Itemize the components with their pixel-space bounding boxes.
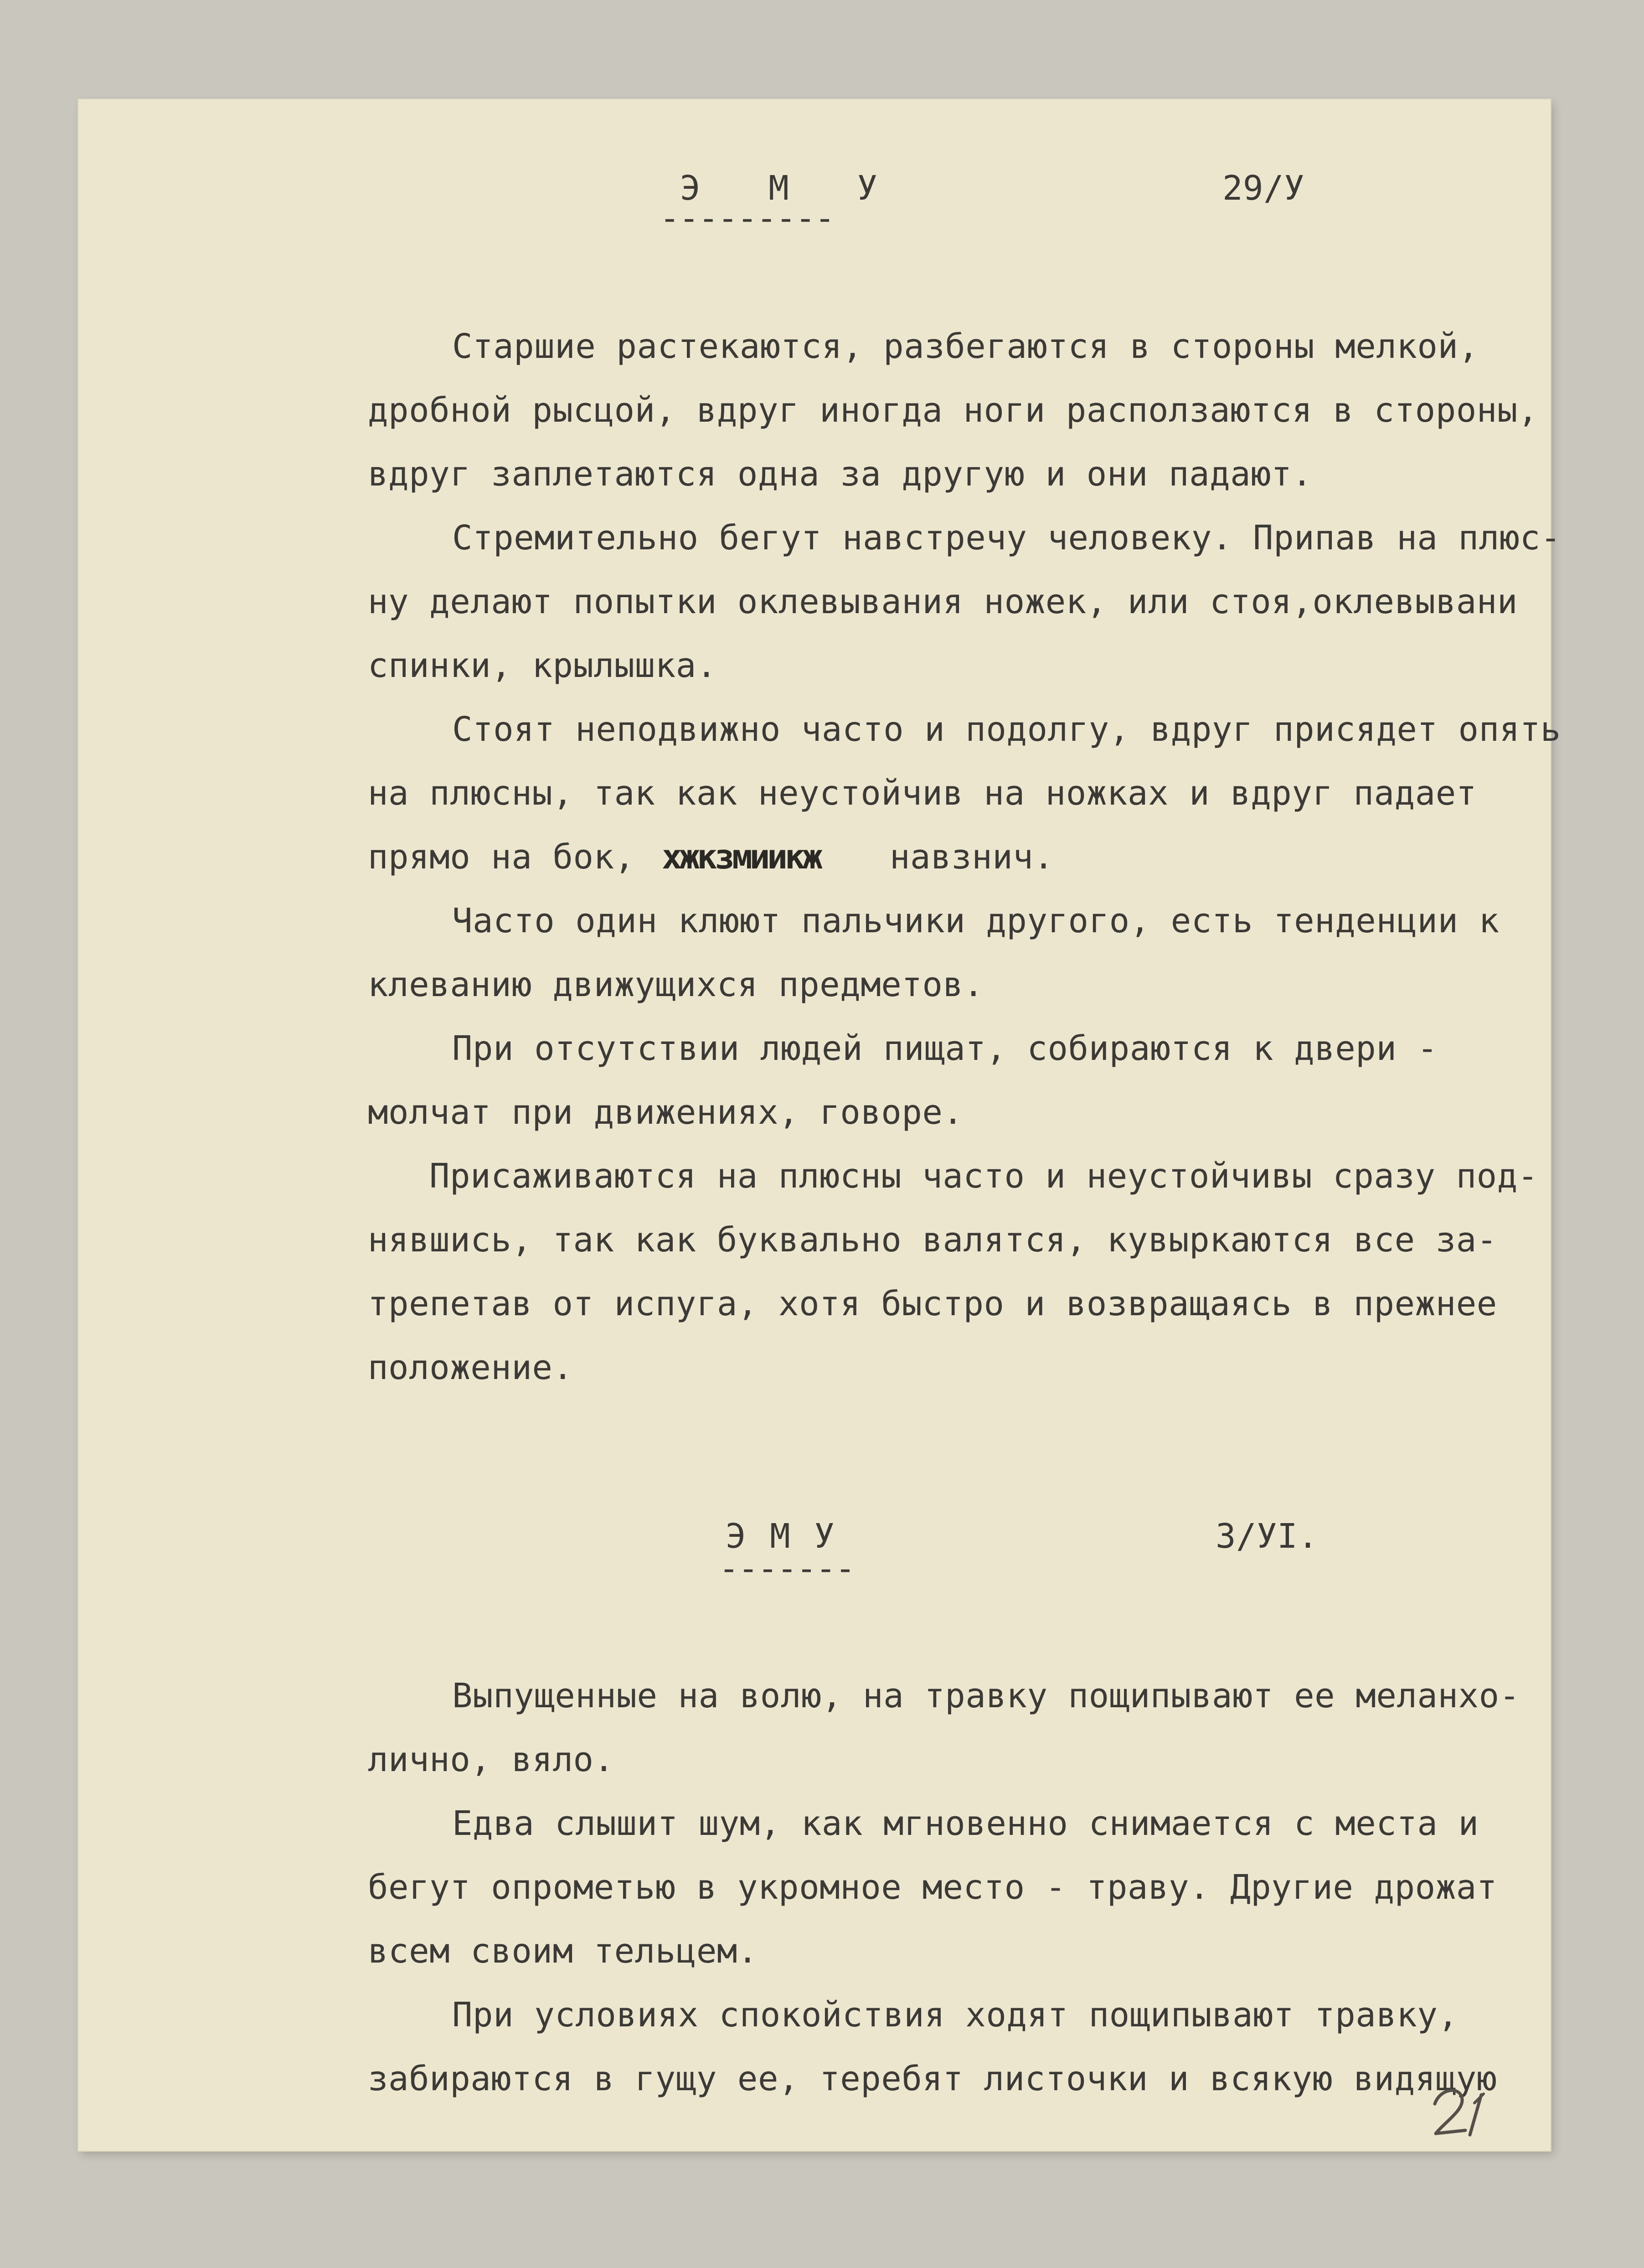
text-line: молчат при движениях, говоре. (368, 1093, 964, 1132)
document-page (78, 99, 1561, 2151)
struck-out-text: хжкзмиикж (662, 837, 820, 877)
handwritten-folio-number (1427, 2072, 1509, 2140)
entry-heading: Э М У (726, 1517, 836, 1556)
text-line: на плюсны, так как неустойчив на ножках и вдруг падает (368, 774, 1477, 813)
text-line: положение. (368, 1348, 573, 1387)
text-line: клеванию движущихся предметов. (368, 965, 984, 1004)
text-line: Выпущенные на волю, на травку пощипывают ее меланхо- (452, 1676, 1520, 1715)
text-line: Стоят неподвижно часто и подолгу, вдруг присядет опять (452, 710, 1561, 749)
heading-underline: ------- (719, 1549, 855, 1588)
text-line: трепетав от испуга, хотя быстро и возвращаясь в прежнее (368, 1284, 1497, 1323)
text-line: Едва слышит шум, как мгновенно снимается с места и (452, 1804, 1479, 1843)
heading-underline: --------- (660, 199, 834, 238)
text-line: При условиях спокойствия ходят пощипывают травку, (452, 1995, 1458, 2035)
entry-heading: Э М У (680, 169, 879, 208)
entry-date: 3/УI. (1216, 1517, 1319, 1556)
text-line: При отсутствии людей пищат, собираются к двери - (452, 1029, 1438, 1068)
text-line: всем своим тельцем. (368, 1932, 758, 1971)
text-line: забираются в гущу ее, теребят листочки и всякую видящую (368, 2059, 1497, 2098)
text-line: вдруг заплетаются одна за другую и они падают. (368, 455, 1313, 494)
text-line: Часто один клюют пальчики другого, есть тенденции к (452, 901, 1500, 940)
text-line: прямо на бок, (368, 837, 635, 877)
text-line: нявшись, так как буквально валятся, кувыркаются все за- (368, 1220, 1497, 1260)
text-line: ну делают попытки оклевывания ножек, или стоя,оклевывани (368, 582, 1518, 621)
text-line: бегут опрометью в укромное место - траву. Другие дрожат (368, 1868, 1497, 1907)
entry-date: 29/У (1222, 169, 1305, 208)
text-line: Старшие растекаются, разбегаются в стороны мелкой, (452, 327, 1479, 366)
text-line: Стремительно бегут навстречу человеку. Припав на плюс- (452, 518, 1561, 558)
text-line: дробной рысцой, вдруг иногда ноги расползаются в стороны, (368, 391, 1538, 430)
text-line: навзнич. (890, 837, 1054, 877)
text-line: лично, вяло. (368, 1740, 614, 1779)
text-line: Присаживаются на плюсны часто и неустойчивы сразу под- (429, 1157, 1538, 1196)
text-line: спинки, крылышка. (368, 646, 717, 685)
